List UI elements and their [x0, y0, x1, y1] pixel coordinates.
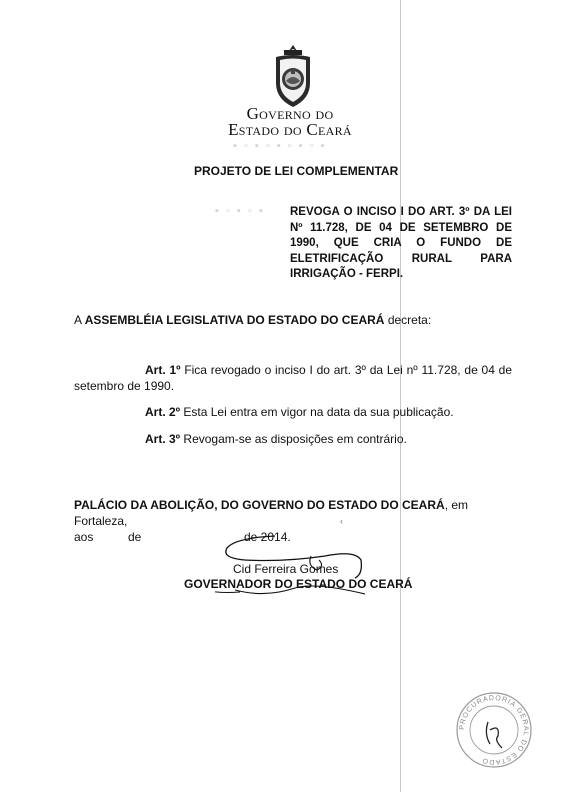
closing-location: , em Fortaleza, [74, 498, 469, 528]
pen-mark: ‹ [340, 516, 343, 526]
article-3 [145, 431, 407, 447]
svg-text:PROCURADORIA GERAL DO ESTADO [459, 695, 529, 765]
closing-palace-name: PALÁCIO DA ABOLIÇÃO, DO GOVERNO DO ESTADO DO CEARÁ [74, 498, 445, 512]
procuradoria-stamp [454, 690, 534, 770]
closing-date-year: de 2014. [244, 530, 291, 544]
article-3-label: Art. 3º [145, 432, 181, 446]
header-government-line: Governo do [246, 104, 334, 123]
document-title: PROJETO DE LEI COMPLEMENTAR [194, 164, 399, 178]
bleed-through-mark: ▪ ▫ ▪ ▫ ▪ [215, 205, 265, 217]
preamble-suffix: decreta: [384, 313, 432, 327]
article-3-text: Revogam-se as disposições em contrário. [183, 432, 407, 446]
article-1-label: Art. 1º [145, 363, 181, 377]
bleed-through-mark: ▪ ▫ ▪ ▫ ▪ ▫ ▪ ▫ ▪ [233, 140, 327, 152]
article-2-label: Art. 2º [145, 405, 181, 419]
ceara-coat-of-arms-icon [270, 43, 316, 109]
article-1-text: Fica revogado o inciso I do art. 3º da Lei nº 11.728, de 04 de setembro de 1990. [74, 363, 513, 393]
article-2-text: Esta Lei entra em vigor na data da sua publicação. [183, 405, 454, 419]
preamble [74, 313, 431, 327]
preamble-prefix: A [74, 313, 85, 327]
preamble-assembly-name: ASSEMBLÉIA LEGISLATIVA DO ESTADO DO CEARÁ [84, 313, 385, 327]
ementa-text: REVOGA O INCISO I DO ART. 3º DA LEI Nº 11.728, DE 04 DE SETEMBRO DE 1990, QUE CRIA O FUNDO DE ELETRIFICAÇÃO RURAL PARA IRRIGAÇÃO - FERPI. [290, 206, 512, 280]
article-1 [74, 362, 512, 394]
signer-name: Cid Ferreira Gomes [233, 562, 339, 576]
signer-role: GOVERNADOR DO ESTADO DO CEARÁ [184, 577, 413, 591]
closing-date-aos: aos [74, 530, 94, 544]
stamp-text: PROCURADORIA GERAL DO ESTADO [458, 694, 530, 766]
scan-fold-line [400, 0, 401, 792]
header-state-line: Estado do Ceará [228, 120, 352, 139]
closing-date-de: de [128, 530, 142, 544]
article-2 [145, 404, 454, 420]
